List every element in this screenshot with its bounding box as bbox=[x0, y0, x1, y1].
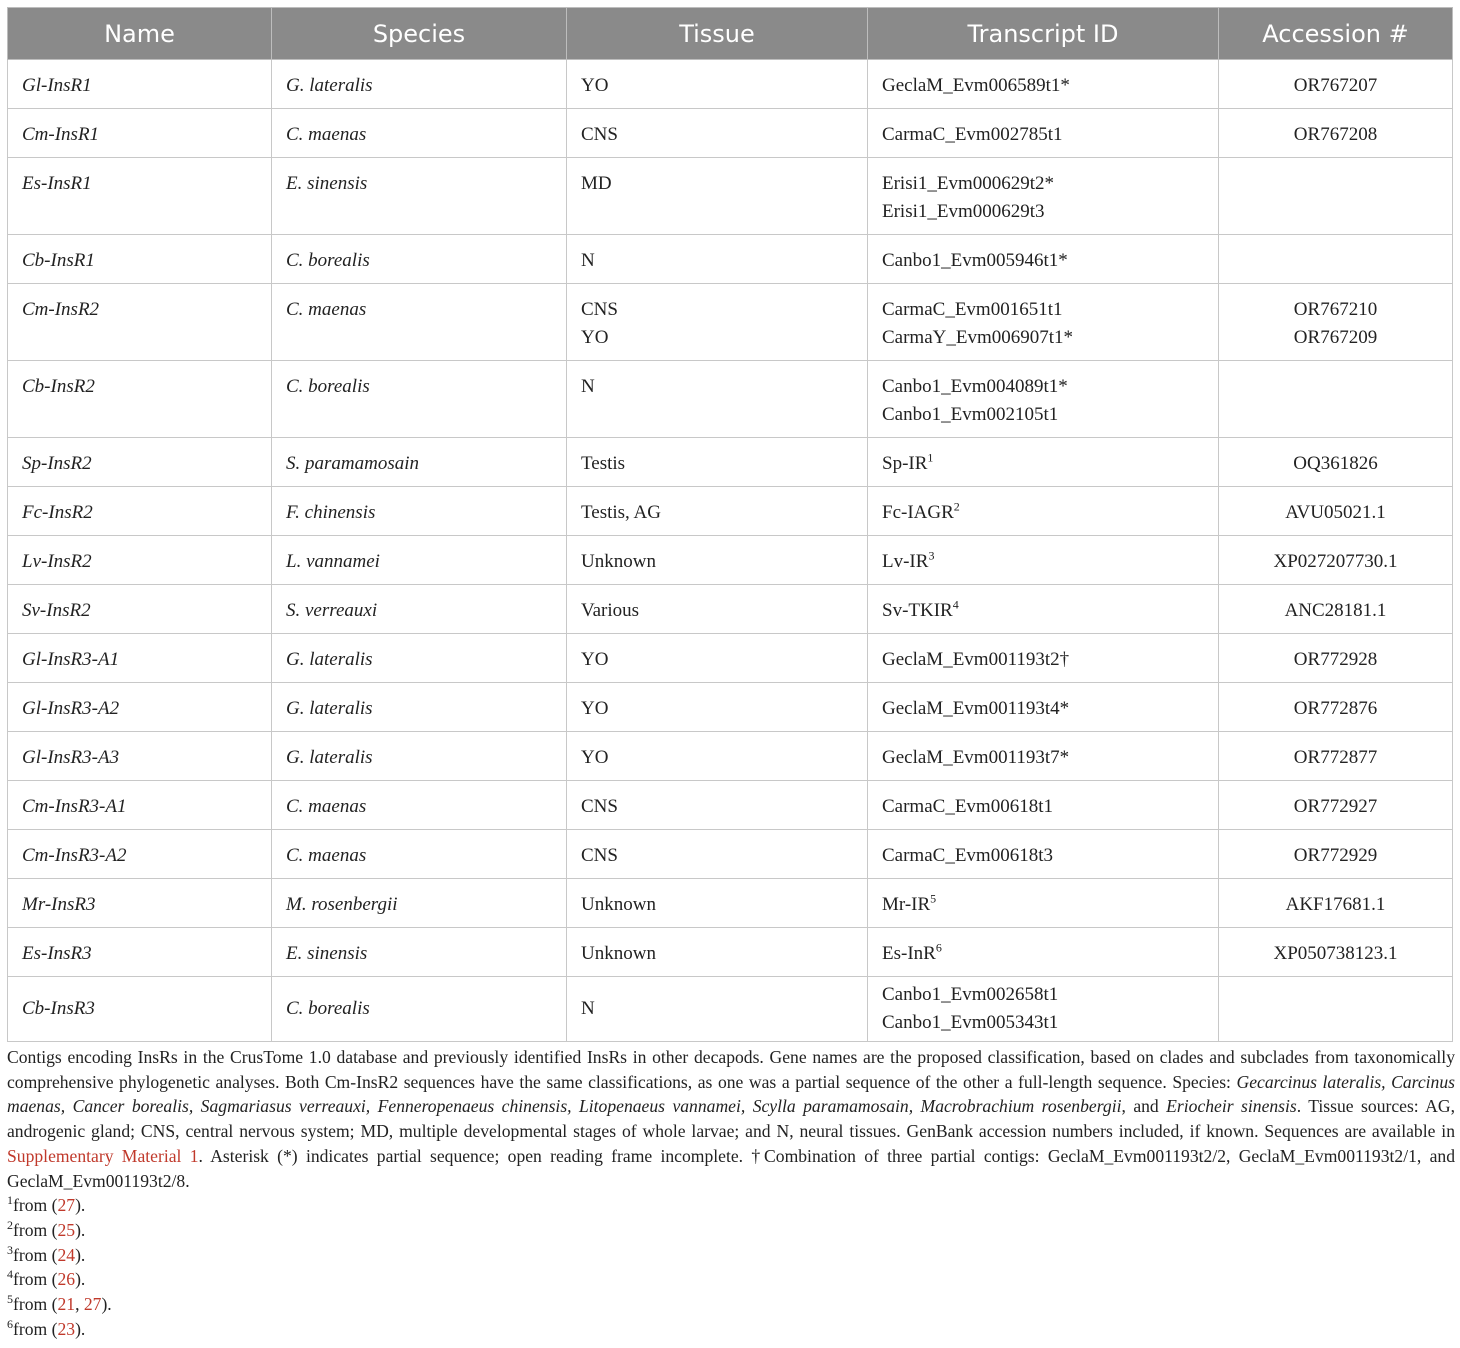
cell-accession: ANC28181.1 bbox=[1219, 585, 1453, 634]
cell-accession: AKF17681.1 bbox=[1219, 879, 1453, 928]
cell-tissue: Testis, AG bbox=[567, 487, 868, 536]
cell-name: Es-InsR3 bbox=[8, 928, 272, 977]
footnote-mark: 1 bbox=[7, 1193, 13, 1208]
cell-transcript-id: Canbo1_Evm004089t1* Canbo1_Evm002105t1 bbox=[868, 361, 1219, 438]
cell-accession: OR767207 bbox=[1219, 60, 1453, 109]
caption-species-list: Gecarcinus lateralis, Carcinus maenas, Cancer borealis, Sagmariasus verreauxi, Fenneropenaeus chinensis, Litopenaeus vannamei, Scylla paramamosain, Macrobrachium rosenbergii bbox=[7, 1071, 1455, 1117]
reference-link[interactable]: 21 bbox=[57, 1294, 76, 1315]
cell-transcript-id: Erisi1_Evm000629t2* Erisi1_Evm000629t3 bbox=[868, 158, 1219, 235]
table-row bbox=[8, 830, 1453, 879]
caption-last-species: Eriocheir sinensis bbox=[1166, 1096, 1297, 1117]
cell-species: G. lateralis bbox=[272, 634, 567, 683]
table-row bbox=[8, 284, 1453, 361]
cell-transcript-id: GeclaM_Evm006589t1* bbox=[868, 60, 1219, 109]
caption-part2: . Tissue sources: AG, androgenic gland; CNS, central nervous system; MD, multiple developmental stages of whole larvae; and N, neural tissues. GenBank accession numbers included, if known. Sequences are available in bbox=[7, 1096, 1455, 1142]
table-notes bbox=[7, 1045, 1455, 1341]
cell-transcript-id: Canbo1_Evm002658t1 Canbo1_Evm005343t1 bbox=[868, 977, 1219, 1042]
cell-species: C. maenas bbox=[272, 830, 567, 879]
cell-transcript-id: $Mr-IR^5$ bbox=[868, 879, 1219, 928]
cell-species: M. rosenbergii bbox=[272, 879, 567, 928]
footnote: $^5$from (21, 27). bbox=[7, 1292, 112, 1315]
table-row bbox=[8, 361, 1453, 438]
cell-tissue: Unknown bbox=[567, 536, 868, 585]
cell-name: Cm-InsR1 bbox=[8, 109, 272, 158]
header-tissue: Tissue bbox=[567, 8, 868, 60]
cell-name: Cm-InsR3-A2 bbox=[8, 830, 272, 879]
table-body bbox=[8, 60, 1453, 1042]
cell-species: G. lateralis bbox=[272, 732, 567, 781]
cell-species: E. sinensis bbox=[272, 158, 567, 235]
cell-accession bbox=[1219, 158, 1453, 235]
cell-species: G. lateralis bbox=[272, 683, 567, 732]
footnotes bbox=[7, 1193, 1455, 1341]
cell-name: Fc-InsR2 bbox=[8, 487, 272, 536]
table-row bbox=[8, 487, 1453, 536]
header-transcript-id: Transcript ID bbox=[868, 8, 1219, 60]
cell-tissue: CNS bbox=[567, 781, 868, 830]
cell-transcript-id: Fc-IAGR$^2$ bbox=[868, 487, 1219, 536]
table-row bbox=[8, 60, 1453, 109]
cell-tissue: YO bbox=[567, 683, 868, 732]
cell-tissue: Unknown bbox=[567, 928, 868, 977]
cell-tissue: Testis bbox=[567, 438, 868, 487]
cell-accession: OR772929 bbox=[1219, 830, 1453, 879]
cell-accession: OR772927 bbox=[1219, 781, 1453, 830]
table-row bbox=[8, 438, 1453, 487]
cell-accession: XP027207730.1 bbox=[1219, 536, 1453, 585]
cell-transcript-id: GeclaM_Evm001193t2† bbox=[868, 634, 1219, 683]
cell-species: C. maenas bbox=[272, 781, 567, 830]
table-row bbox=[8, 109, 1453, 158]
cell-transcript-id: Es-InR$^6$ bbox=[868, 928, 1219, 977]
footnote: $^3$from (24). bbox=[7, 1242, 86, 1265]
cell-transcript-id: Sv-TKIR$^4$ bbox=[868, 585, 1219, 634]
reference-link[interactable]: 25 bbox=[57, 1219, 76, 1240]
table-row bbox=[8, 928, 1453, 977]
cell-accession bbox=[1219, 235, 1453, 284]
cell-accession: AVU05021.1 bbox=[1219, 487, 1453, 536]
table-row bbox=[8, 683, 1453, 732]
reference-link[interactable]: 27 bbox=[57, 1195, 76, 1216]
cell-species: S. verreauxi bbox=[272, 585, 567, 634]
cell-name: Cb-InsR3 bbox=[8, 977, 272, 1042]
cell-tissue: CNS YO bbox=[567, 284, 868, 361]
cell-accession: OR767208 bbox=[1219, 109, 1453, 158]
supplementary-link[interactable]: Supplementary Material 1 bbox=[7, 1145, 199, 1166]
cell-accession: XP050738123.1 bbox=[1219, 928, 1453, 977]
cell-accession bbox=[1219, 361, 1453, 438]
cell-species: C. borealis bbox=[272, 235, 567, 284]
cell-species: E. sinensis bbox=[272, 928, 567, 977]
cell-accession: OR772928 bbox=[1219, 634, 1453, 683]
table-row bbox=[8, 158, 1453, 235]
cell-tissue: MD bbox=[567, 158, 868, 235]
footnote-mark: 4 bbox=[952, 597, 959, 612]
cell-name: Gl-InsR3-A2 bbox=[8, 683, 272, 732]
cell-name: Cb-InsR1 bbox=[8, 235, 272, 284]
cell-tissue: YO bbox=[567, 60, 868, 109]
cell-tissue: Various bbox=[567, 585, 868, 634]
cell-species: C. maenas bbox=[272, 109, 567, 158]
cell-transcript-id: GeclaM_Evm001193t4* bbox=[868, 683, 1219, 732]
footnote-mark: 6 bbox=[935, 940, 942, 955]
cell-accession: OR772876 bbox=[1219, 683, 1453, 732]
table-row bbox=[8, 732, 1453, 781]
footnote-mark: 6 bbox=[7, 1316, 13, 1331]
reference-link[interactable]: 23 bbox=[57, 1318, 76, 1339]
cell-transcript-id: CarmaC_Evm001651t1 CarmaY_Evm006907t1* bbox=[868, 284, 1219, 361]
cell-transcript-id: CarmaC_Evm00618t3 bbox=[868, 830, 1219, 879]
table-row bbox=[8, 585, 1453, 634]
caption-part1: Contigs encoding InsRs in the CrusTome 1.0 database and previously identified InsRs in other decapods. Gene names are the proposed classification, based on clades and subclades from taxonomically comprehensive phylogenetic analyses. Both Cm-InsR2 sequences have the same classifications, as one was a partial sequence of the other a full-length sequence. Species: bbox=[7, 1047, 1455, 1092]
table-container bbox=[7, 7, 1452, 1042]
table-row bbox=[8, 235, 1453, 284]
reference-link[interactable]: 24 bbox=[57, 1244, 76, 1265]
footnote-mark: 5 bbox=[7, 1292, 13, 1307]
cell-transcript-id: GeclaM_Evm001193t7* bbox=[868, 732, 1219, 781]
header-species: Species bbox=[272, 8, 567, 60]
cell-name: Gl-InsR1 bbox=[8, 60, 272, 109]
footnote: $^4$from (26). bbox=[7, 1267, 86, 1290]
cell-accession: OR767210 OR767209 bbox=[1219, 284, 1453, 361]
caption bbox=[7, 1045, 1455, 1193]
cell-tissue: N bbox=[567, 361, 868, 438]
cell-species: C. maenas bbox=[272, 284, 567, 361]
cell-name: Lv-InsR2 bbox=[8, 536, 272, 585]
footnote-mark: 3 bbox=[7, 1242, 13, 1257]
cell-tissue: N bbox=[567, 235, 868, 284]
reference-link[interactable]: 26 bbox=[57, 1269, 76, 1290]
table-row bbox=[8, 879, 1453, 928]
cell-transcript-id: $Lv-IR^3$ bbox=[868, 536, 1219, 585]
cell-name: Sp-InsR2 bbox=[8, 438, 272, 487]
cell-transcript-id: $Sp-IR^1$ bbox=[868, 438, 1219, 487]
cell-tissue: Unknown bbox=[567, 879, 868, 928]
cell-tissue: N bbox=[567, 977, 868, 1042]
cell-tissue: CNS bbox=[567, 830, 868, 879]
table-row bbox=[8, 977, 1453, 1042]
cell-tissue: YO bbox=[567, 732, 868, 781]
footnote: $^2$from (25). bbox=[7, 1218, 86, 1240]
caption-part3: . Asterisk (*) indicates partial sequence; open reading frame incomplete. †Combination of three partial contigs: GeclaM_Evm001193t2/2, GeclaM_Evm001193t2/1, and GeclaM_Evm001193t2/8. bbox=[7, 1145, 1455, 1191]
cell-species: C. borealis bbox=[272, 977, 567, 1042]
cell-name: Cb-InsR2 bbox=[8, 361, 272, 438]
cell-name: Mr-InsR3 bbox=[8, 879, 272, 928]
cell-accession bbox=[1219, 977, 1453, 1042]
cell-name: Cm-InsR2 bbox=[8, 284, 272, 361]
footnote-mark: 2 bbox=[7, 1218, 13, 1233]
cell-accession: OR772877 bbox=[1219, 732, 1453, 781]
footnote: $^1$from (27). bbox=[7, 1193, 86, 1216]
cell-species: F. chinensis bbox=[272, 487, 567, 536]
header-name: Name bbox=[8, 8, 272, 60]
header-row bbox=[8, 8, 1453, 60]
reference-link[interactable]: 27 bbox=[83, 1294, 102, 1315]
cell-name: Sv-InsR2 bbox=[8, 585, 272, 634]
footnote-mark: 5 bbox=[930, 891, 937, 906]
cell-tissue: CNS bbox=[567, 109, 868, 158]
footnote: $^6$from (23). bbox=[7, 1316, 86, 1339]
cell-accession: OQ361826 bbox=[1219, 438, 1453, 487]
cell-name: Gl-InsR3-A3 bbox=[8, 732, 272, 781]
cell-species: S. paramamosain bbox=[272, 438, 567, 487]
cell-name: Es-InsR1 bbox=[8, 158, 272, 235]
table-row bbox=[8, 781, 1453, 830]
cell-name: Gl-InsR3-A1 bbox=[8, 634, 272, 683]
cell-species: L. vannamei bbox=[272, 536, 567, 585]
caption-and: , and bbox=[1121, 1096, 1167, 1117]
footnote-mark: 4 bbox=[7, 1267, 13, 1282]
footnote-mark: 2 bbox=[953, 499, 960, 514]
table-row bbox=[8, 536, 1453, 585]
cell-name: Cm-InsR3-A1 bbox=[8, 781, 272, 830]
insr-table bbox=[7, 7, 1453, 1042]
footnote-mark: 1 bbox=[927, 450, 934, 465]
footnote-mark: 3 bbox=[928, 548, 935, 563]
cell-species: G. lateralis bbox=[272, 60, 567, 109]
cell-transcript-id: CarmaC_Evm002785t1 bbox=[868, 109, 1219, 158]
cell-transcript-id: Canbo1_Evm005946t1* bbox=[868, 235, 1219, 284]
cell-tissue: YO bbox=[567, 634, 868, 683]
cell-species: C. borealis bbox=[272, 361, 567, 438]
cell-transcript-id: CarmaC_Evm00618t1 bbox=[868, 781, 1219, 830]
table-row bbox=[8, 634, 1453, 683]
header-accession: Accession # bbox=[1219, 8, 1453, 60]
